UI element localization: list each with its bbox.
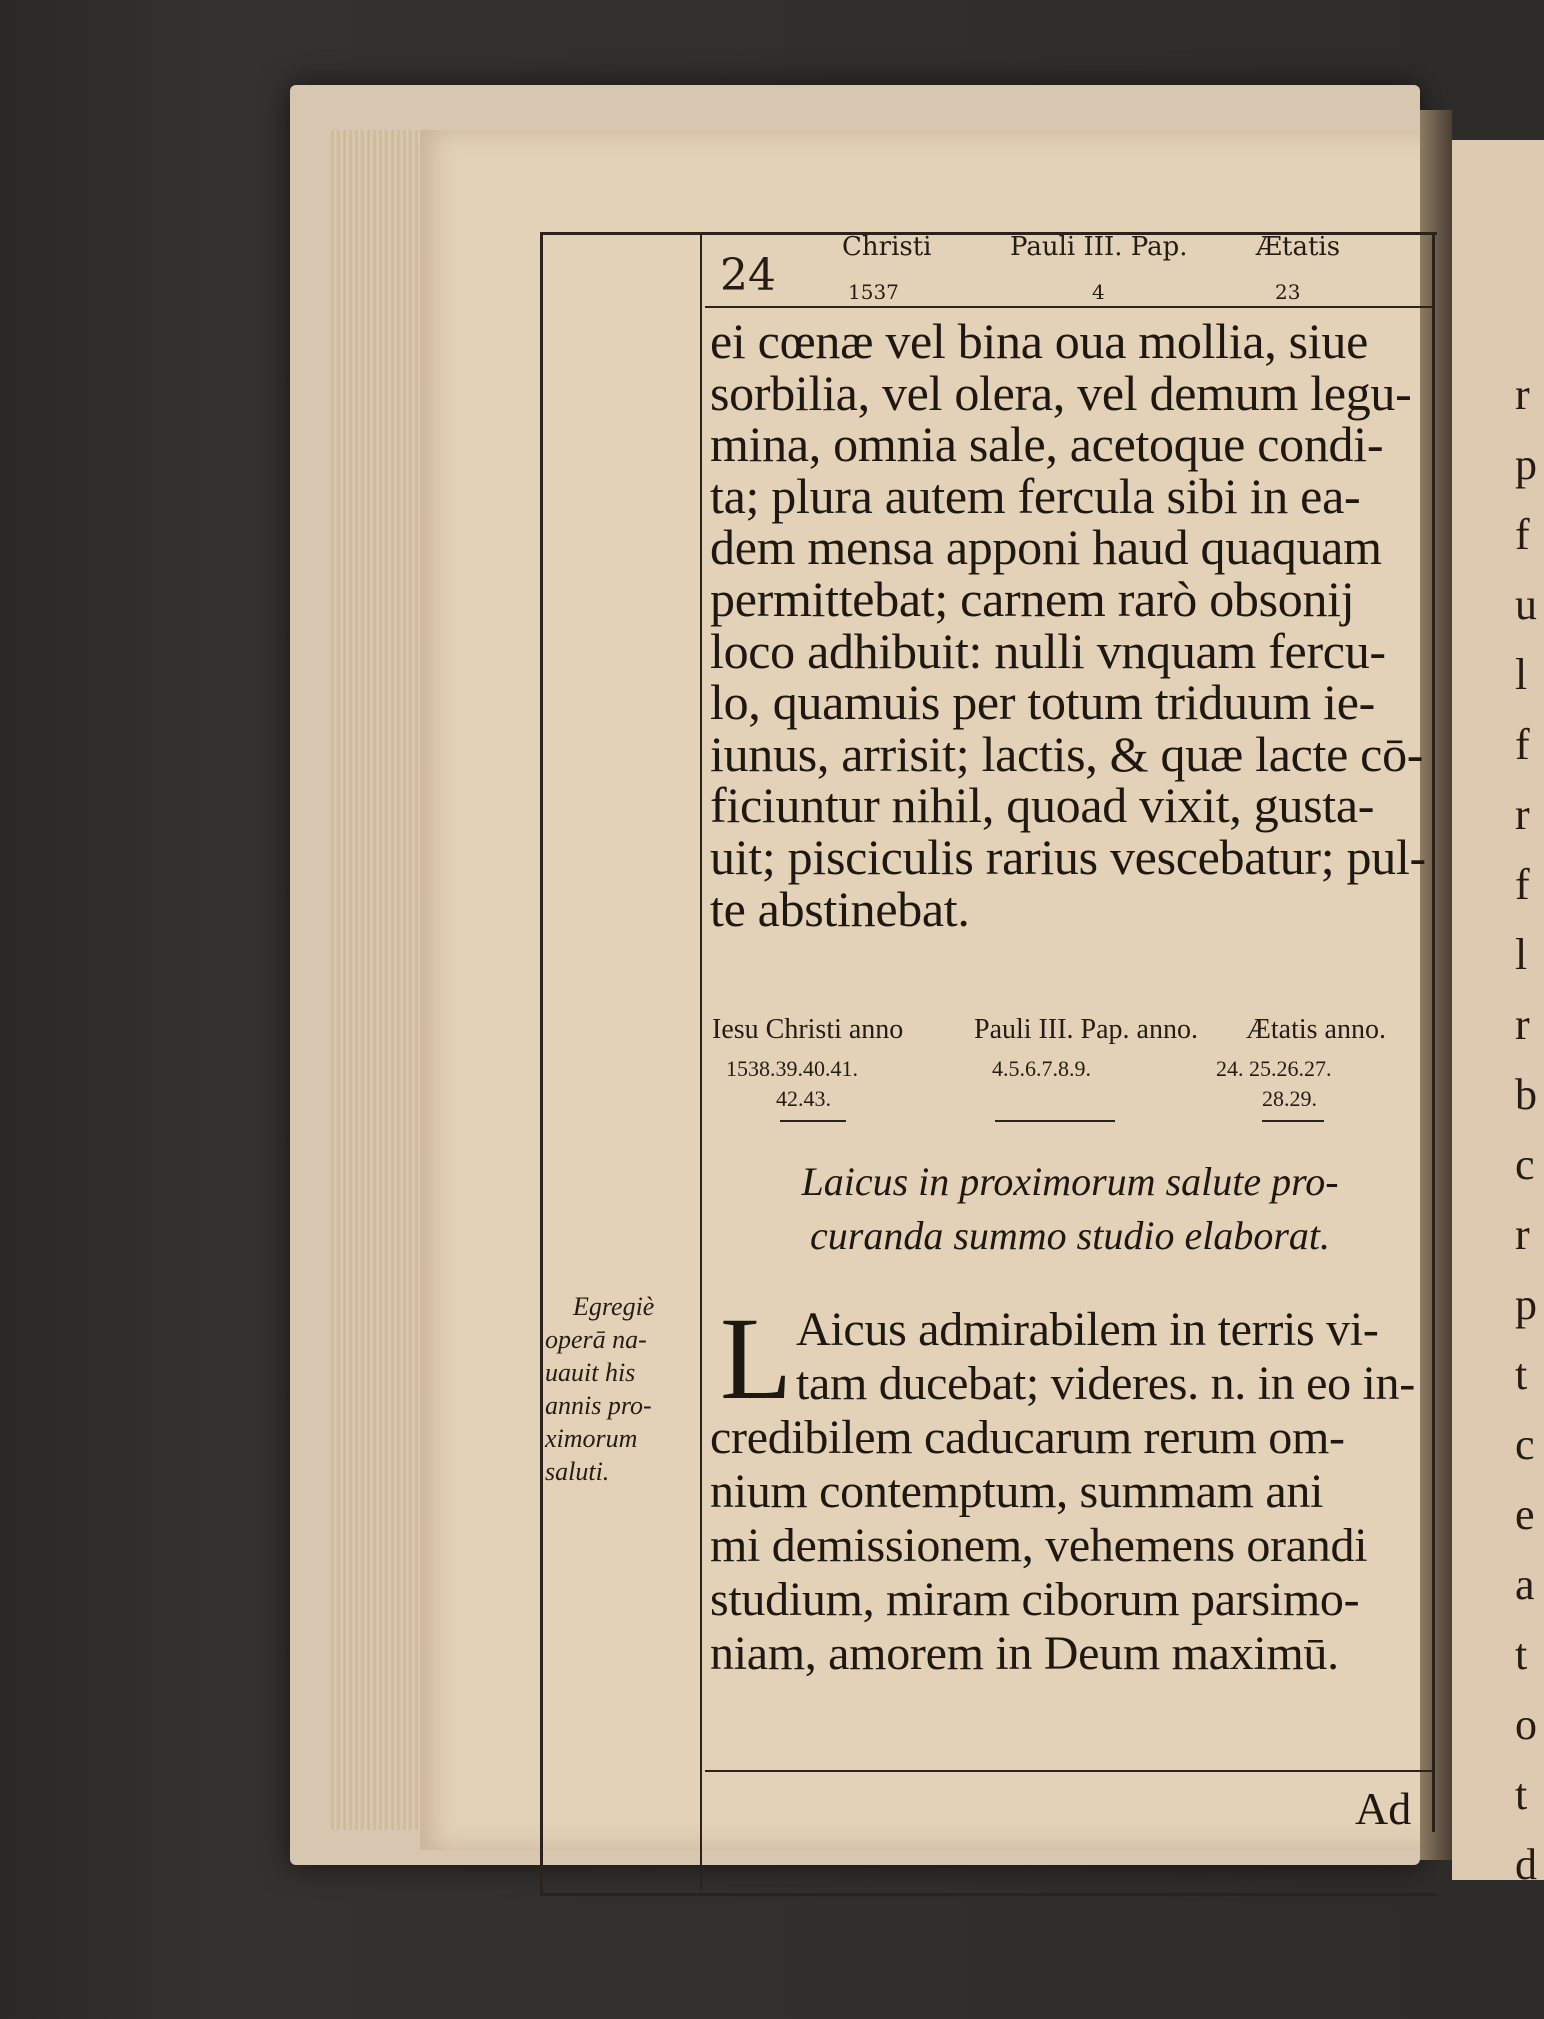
chronology-rule-2 (995, 1120, 1115, 1122)
chronology-christi-values-cont: 42.43. (776, 1086, 831, 1111)
running-head-pauli-value: 4 (1092, 280, 1105, 304)
page-number: 24 (720, 250, 776, 301)
section-heading-line: curanda summo studio elaborat. (810, 1213, 1330, 1258)
margin-note-line: ximorum (545, 1424, 638, 1453)
body-line: ei cœnæ vel bina oua mollia, siue (710, 313, 1368, 369)
footer-rule (705, 1770, 1432, 1772)
body-line: te abstinebat. (710, 880, 970, 937)
body-line: dem mensa apponi haud quaquam (710, 519, 1382, 576)
right-page-fragment: r p f u l f r f l r b c r p t c e a t o t d (1515, 370, 1537, 1889)
body-paragraph (710, 313, 1430, 937)
catchword: Ad (1355, 1783, 1412, 1834)
drop-cap: L (720, 1293, 793, 1424)
chronology-rule-3 (1262, 1120, 1324, 1122)
margin-note (545, 1290, 695, 1488)
body-line: mina, omnia sale, acetoque condi- (710, 416, 1384, 473)
running-head-aetatis-label: Ætatis (1256, 232, 1341, 262)
running-head-christi-value: 1537 (848, 280, 899, 304)
body-line: sorbilia, vel olera, vel demum legu- (710, 364, 1412, 421)
running-head-christi-label: Christi (842, 232, 932, 262)
chronology-aetatis-values-cont: 28.29. (1262, 1086, 1317, 1111)
chronology-pauli-label: Pauli III. Pap. anno. (974, 1014, 1198, 1045)
second-paragraph (710, 1303, 1432, 1681)
chronology-pauli-values: 4.5.6.7.8.9. (992, 1056, 1091, 1081)
chronology-aetatis-label: Ætatis anno. (1246, 1014, 1386, 1045)
chronology-christi-values: 1538.39.40.41. (726, 1056, 858, 1081)
body-line: studium, miram ciborum parsimo- (710, 1573, 1360, 1626)
body-line: niam, amorem in Deum maximū. (710, 1627, 1339, 1680)
margin-note-line: annis pro- (545, 1391, 652, 1420)
margin-note-line: uauit his (545, 1358, 636, 1387)
margin-column-rule (700, 232, 702, 1890)
body-line: uit; pisciculis rarius vescebatur; pul- (710, 828, 1426, 885)
frame-right-rule (1432, 232, 1435, 1832)
chronology-rule-1 (780, 1120, 846, 1122)
chronology-aetatis-values: 24. 25.26.27. (1216, 1056, 1332, 1081)
body-line: ficiuntur nihil, quoad vixit, gusta- (710, 777, 1375, 834)
body-line: nium contemptum, summam ani (710, 1465, 1324, 1518)
section-heading-line: Laicus in proximorum salute pro- (801, 1159, 1339, 1204)
body-line: loco adhibuit: nulli vnquam fercu- (710, 622, 1386, 679)
running-head-rule (705, 306, 1432, 308)
section-heading (720, 1155, 1420, 1263)
margin-note-line: operā na- (545, 1325, 647, 1354)
chronology-christi-label: Iesu Christi anno (712, 1014, 904, 1045)
body-line: ta; plura autem fercula sibi in ea- (710, 467, 1361, 524)
body-line: permittebat; carnem rarò obsonij (710, 570, 1355, 627)
body-line: iunus, arrisit; lactis, & quæ lacte cō- (710, 725, 1424, 782)
body-line: Aicus admirabilem in terris vi- (796, 1303, 1379, 1356)
body-line: credibilem caducarum rerum om- (710, 1411, 1345, 1464)
body-line: mi demissionem, vehemens orandi (710, 1519, 1368, 1572)
body-line: lo, quamuis per totum triduum ie- (710, 674, 1376, 731)
running-head-pauli-label: Pauli III. Pap. (1010, 232, 1188, 262)
body-line: tam ducebat; videres. n. in eo in- (796, 1357, 1415, 1410)
running-head-aetatis-value: 23 (1275, 280, 1301, 304)
margin-note-line: Egregiè (573, 1292, 655, 1321)
margin-note-line: saluti. (545, 1457, 610, 1486)
